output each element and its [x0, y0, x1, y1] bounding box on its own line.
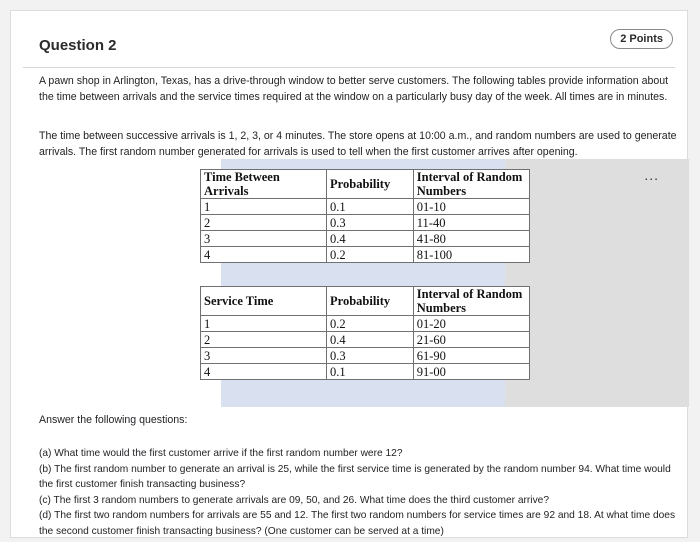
answer-heading: Answer the following questions:	[39, 414, 188, 426]
table-cell: 21-60	[413, 332, 529, 348]
table-cell: 01-20	[413, 316, 529, 332]
table-cell: 91-00	[413, 364, 529, 380]
table-header-row	[201, 170, 530, 199]
header-divider	[23, 67, 675, 68]
table-cell: 41-80	[413, 231, 529, 247]
table-header-cell: Probability	[327, 170, 414, 199]
table-cell: 0.4	[326, 332, 413, 348]
question-item: (a) What time would the first customer arrive if the first random number were 12?	[39, 448, 403, 459]
table-cell: 11-40	[413, 215, 529, 231]
question-item: (d) The first two random numbers for arrivals are 55 and 12. The first two random numbers for service times are 92 and 18. At what time does the second customer finish transacting business? (One customer can be served at a time)	[39, 510, 676, 537]
points-badge: 2 Points	[610, 29, 673, 49]
table-cell: 3	[201, 231, 327, 247]
table-header-cell: Probability	[326, 287, 413, 316]
question-item: (b) The first random number to generate an arrival is 25, while the first service time is generated by the random number 94. What time would the first customer finish transacting business?	[39, 463, 671, 490]
table-row	[201, 231, 530, 247]
table-row	[201, 247, 530, 263]
table-cell: 4	[201, 247, 327, 263]
question-card	[10, 10, 688, 538]
table-cell: 0.4	[327, 231, 414, 247]
question-item: (c) The first 3 random numbers to generate arrivals are 09, 50, and 26. What time does the third customer arrive?	[39, 494, 549, 506]
table-header-cell: Service Time	[201, 287, 327, 316]
table-cell: 3	[201, 348, 327, 364]
table-row	[201, 332, 530, 348]
service-table	[200, 286, 530, 380]
table-cell: 2	[201, 215, 327, 231]
questions-list	[39, 446, 679, 539]
tables-image	[194, 159, 534, 407]
arrivals-table	[200, 169, 530, 263]
table-cell: 0.3	[326, 348, 413, 364]
table-cell: 1	[201, 316, 327, 332]
table-cell: 01-10	[413, 199, 529, 215]
table-row	[201, 199, 530, 215]
table-cell: 4	[201, 364, 327, 380]
table-row	[201, 348, 530, 364]
table-cell: 81-100	[413, 247, 529, 263]
table-header-cell: Time Between Arrivals	[201, 170, 327, 199]
table-row	[201, 364, 530, 380]
table-cell: 2	[201, 332, 327, 348]
table-row	[201, 316, 530, 332]
table-header-cell: Interval of Random Numbers	[413, 287, 529, 316]
table-cell: 0.2	[327, 247, 414, 263]
table-cell: 1	[201, 199, 327, 215]
intro-paragraph-1: A pawn shop in Arlington, Texas, has a drive-through window to better serve customers. The following tables provide information about the time between arrivals and the service times required at the window on a particularly busy day of the week. All times are in minutes.	[39, 75, 669, 103]
table-cell: 0.2	[326, 316, 413, 332]
table-row	[201, 215, 530, 231]
table-header-cell: Interval of Random Numbers	[413, 170, 529, 199]
intro-paragraph-2: The time between successive arrivals is 1, 2, 3, or 4 minutes. The store opens at 10:00 a.m., and random numbers are used to generate arrivals. The first random number generated for arrivals is used to tell when the first customer arrives after opening.	[39, 130, 677, 158]
table-cell: 0.1	[326, 364, 413, 380]
table-header-row	[201, 287, 530, 316]
question-title: Question 2	[39, 37, 117, 54]
table-cell: 0.1	[327, 199, 414, 215]
table-cell: 0.3	[327, 215, 414, 231]
more-options-icon[interactable]: ...	[644, 167, 659, 183]
table-cell: 61-90	[413, 348, 529, 364]
